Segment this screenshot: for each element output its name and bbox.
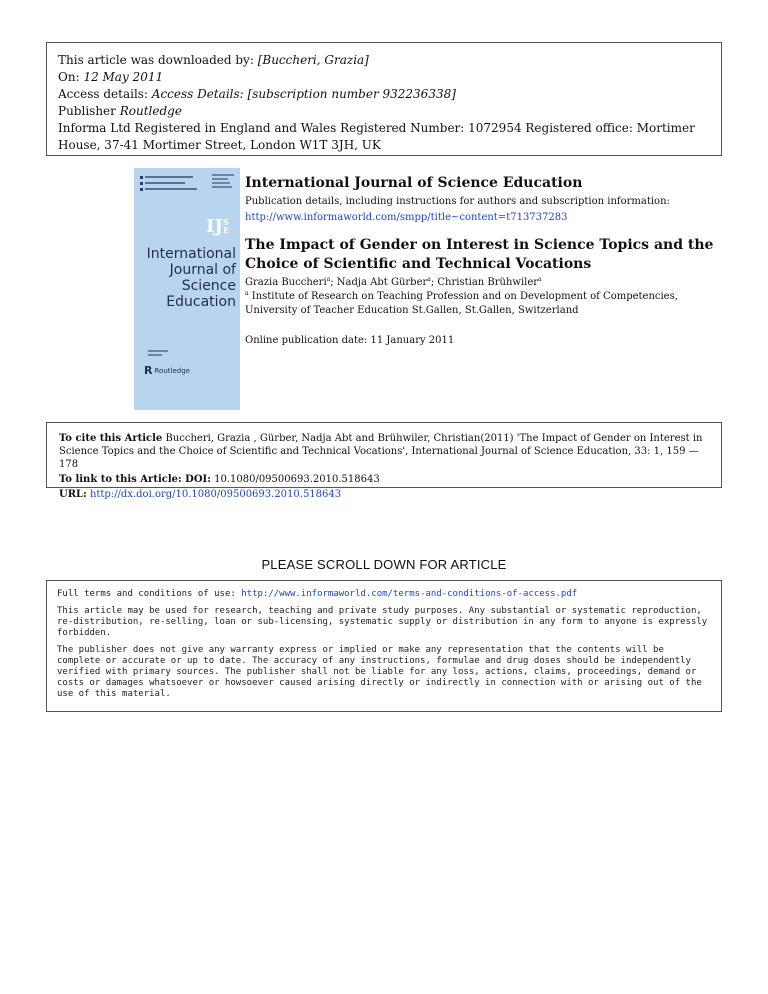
downloaded-by-value: [Buccheri, Grazia] (257, 53, 369, 67)
downloaded-by-line (58, 52, 710, 69)
cover-ijse-logo: IJS E (206, 216, 230, 237)
download-date-label: On: (58, 70, 84, 84)
cover-publisher-logo: R Routledge (144, 364, 190, 377)
access-details-line (58, 86, 710, 103)
registration-line: Informa Ltd Registered in England and Wales Registered Number: 1072954 Registered office: Mortimer House, 37-41 Mortimer Street, London W1T 3JH, UK (58, 121, 695, 152)
publisher-label: Publisher (58, 104, 120, 118)
terms-warranty-paragraph: The publisher does not give any warranty express or implied or make any representation that the contents will be complete or accurate or up to date. The accuracy of any instructions, formulae and drug doses should be independently verified with primary sources. The publisher shall not be liable for any loss, actions, claims, proceedings, demand or costs or damages whatsoever or howsoever caused arising directly or indirectly in connection with or arising out of the use of this material. (57, 645, 702, 699)
citation-text (59, 432, 709, 471)
scroll-down-message: PLEASE SCROLL DOWN FOR ARTICLE (261, 557, 507, 572)
online-publication-date: Online publication date: 11 January 2011 (245, 335, 455, 346)
cover-title: International Journal of Science Education (146, 246, 236, 310)
cover-volume-info (212, 174, 234, 190)
access-details-label: Access details: (58, 87, 152, 101)
url-line (59, 488, 709, 501)
doi-value: 10.1080/09500693.2010.518643 (210, 474, 380, 485)
journal-title: International Journal of Science Education (245, 175, 583, 191)
author-2: ; Nadja Abt Gürber (330, 277, 428, 288)
download-date-value: 12 May 2011 (83, 70, 164, 84)
url-label: URL: (59, 489, 87, 500)
author-affiliation: $^a$ Institute of Research on Teaching Profession and on Development of Competencies, University of Teacher Education St.Gallen, St.Gallen, Switzerland (245, 290, 678, 316)
downloaded-by-label: This article was downloaded by: (58, 53, 258, 67)
terms-link-line (57, 589, 711, 600)
download-info-box (46, 42, 722, 156)
citation-label: To cite this Article (59, 433, 163, 444)
doi-line (59, 473, 709, 486)
access-details-value: Access Details: [subscription number 932236338] (151, 87, 456, 101)
article-url-link[interactable]: http://dx.doi.org/10.1080/09500693.2010.518643 (86, 489, 342, 500)
terms-usage-paragraph: This article may be used for research, teaching and private study purposes. Any substantial or systematic reproduction, re-distribution, re-selling, loan or sub-licensing, systematic supply or distribution in any form to anyone is expressly forbidden. (57, 606, 708, 638)
doi-label: To link to this Article: DOI: (59, 474, 211, 485)
article-authors: Grazia Buccheri$^a$; Nadja Abt Gürber$^a$; Christian Brühwiler$^a$ (245, 276, 542, 288)
publisher-value: Routledge (119, 104, 182, 118)
journal-subscription-link[interactable]: http://www.informaworld.com/smpp/title~content=t713737283 (245, 212, 568, 223)
citation-body: Buccheri, Grazia , Gürber, Nadja Abt and Brühwiler, Christian(2011) 'The Impact of Gender on Interest in Science Topics and the Choice of Scientific and Technical Vocations', International Journal of Science Education, 33: 1, 159 — 178 (59, 433, 703, 470)
cover-issn-info (148, 350, 168, 358)
author-1: Grazia Buccheri (245, 277, 327, 288)
publisher-line (58, 103, 710, 120)
terms-box (46, 580, 722, 712)
terms-link[interactable]: http://www.informaworld.com/terms-and-conditions-of-access.pdf (241, 589, 578, 599)
journal-header (245, 174, 715, 225)
cover-bullet-list (140, 174, 198, 192)
journal-info-text: Publication details, including instructions for authors and subscription information: (245, 196, 670, 207)
download-date-line (58, 69, 710, 86)
author-3: ; Christian Brühwiler (430, 277, 539, 288)
article-title: The Impact of Gender on Interest in Science Topics and the Choice of Scientific and Technical Vocations (245, 237, 714, 272)
citation-box (46, 422, 722, 500)
journal-cover-image (134, 168, 240, 410)
terms-label: Full terms and conditions of use: (57, 589, 242, 599)
article-header (245, 236, 715, 348)
